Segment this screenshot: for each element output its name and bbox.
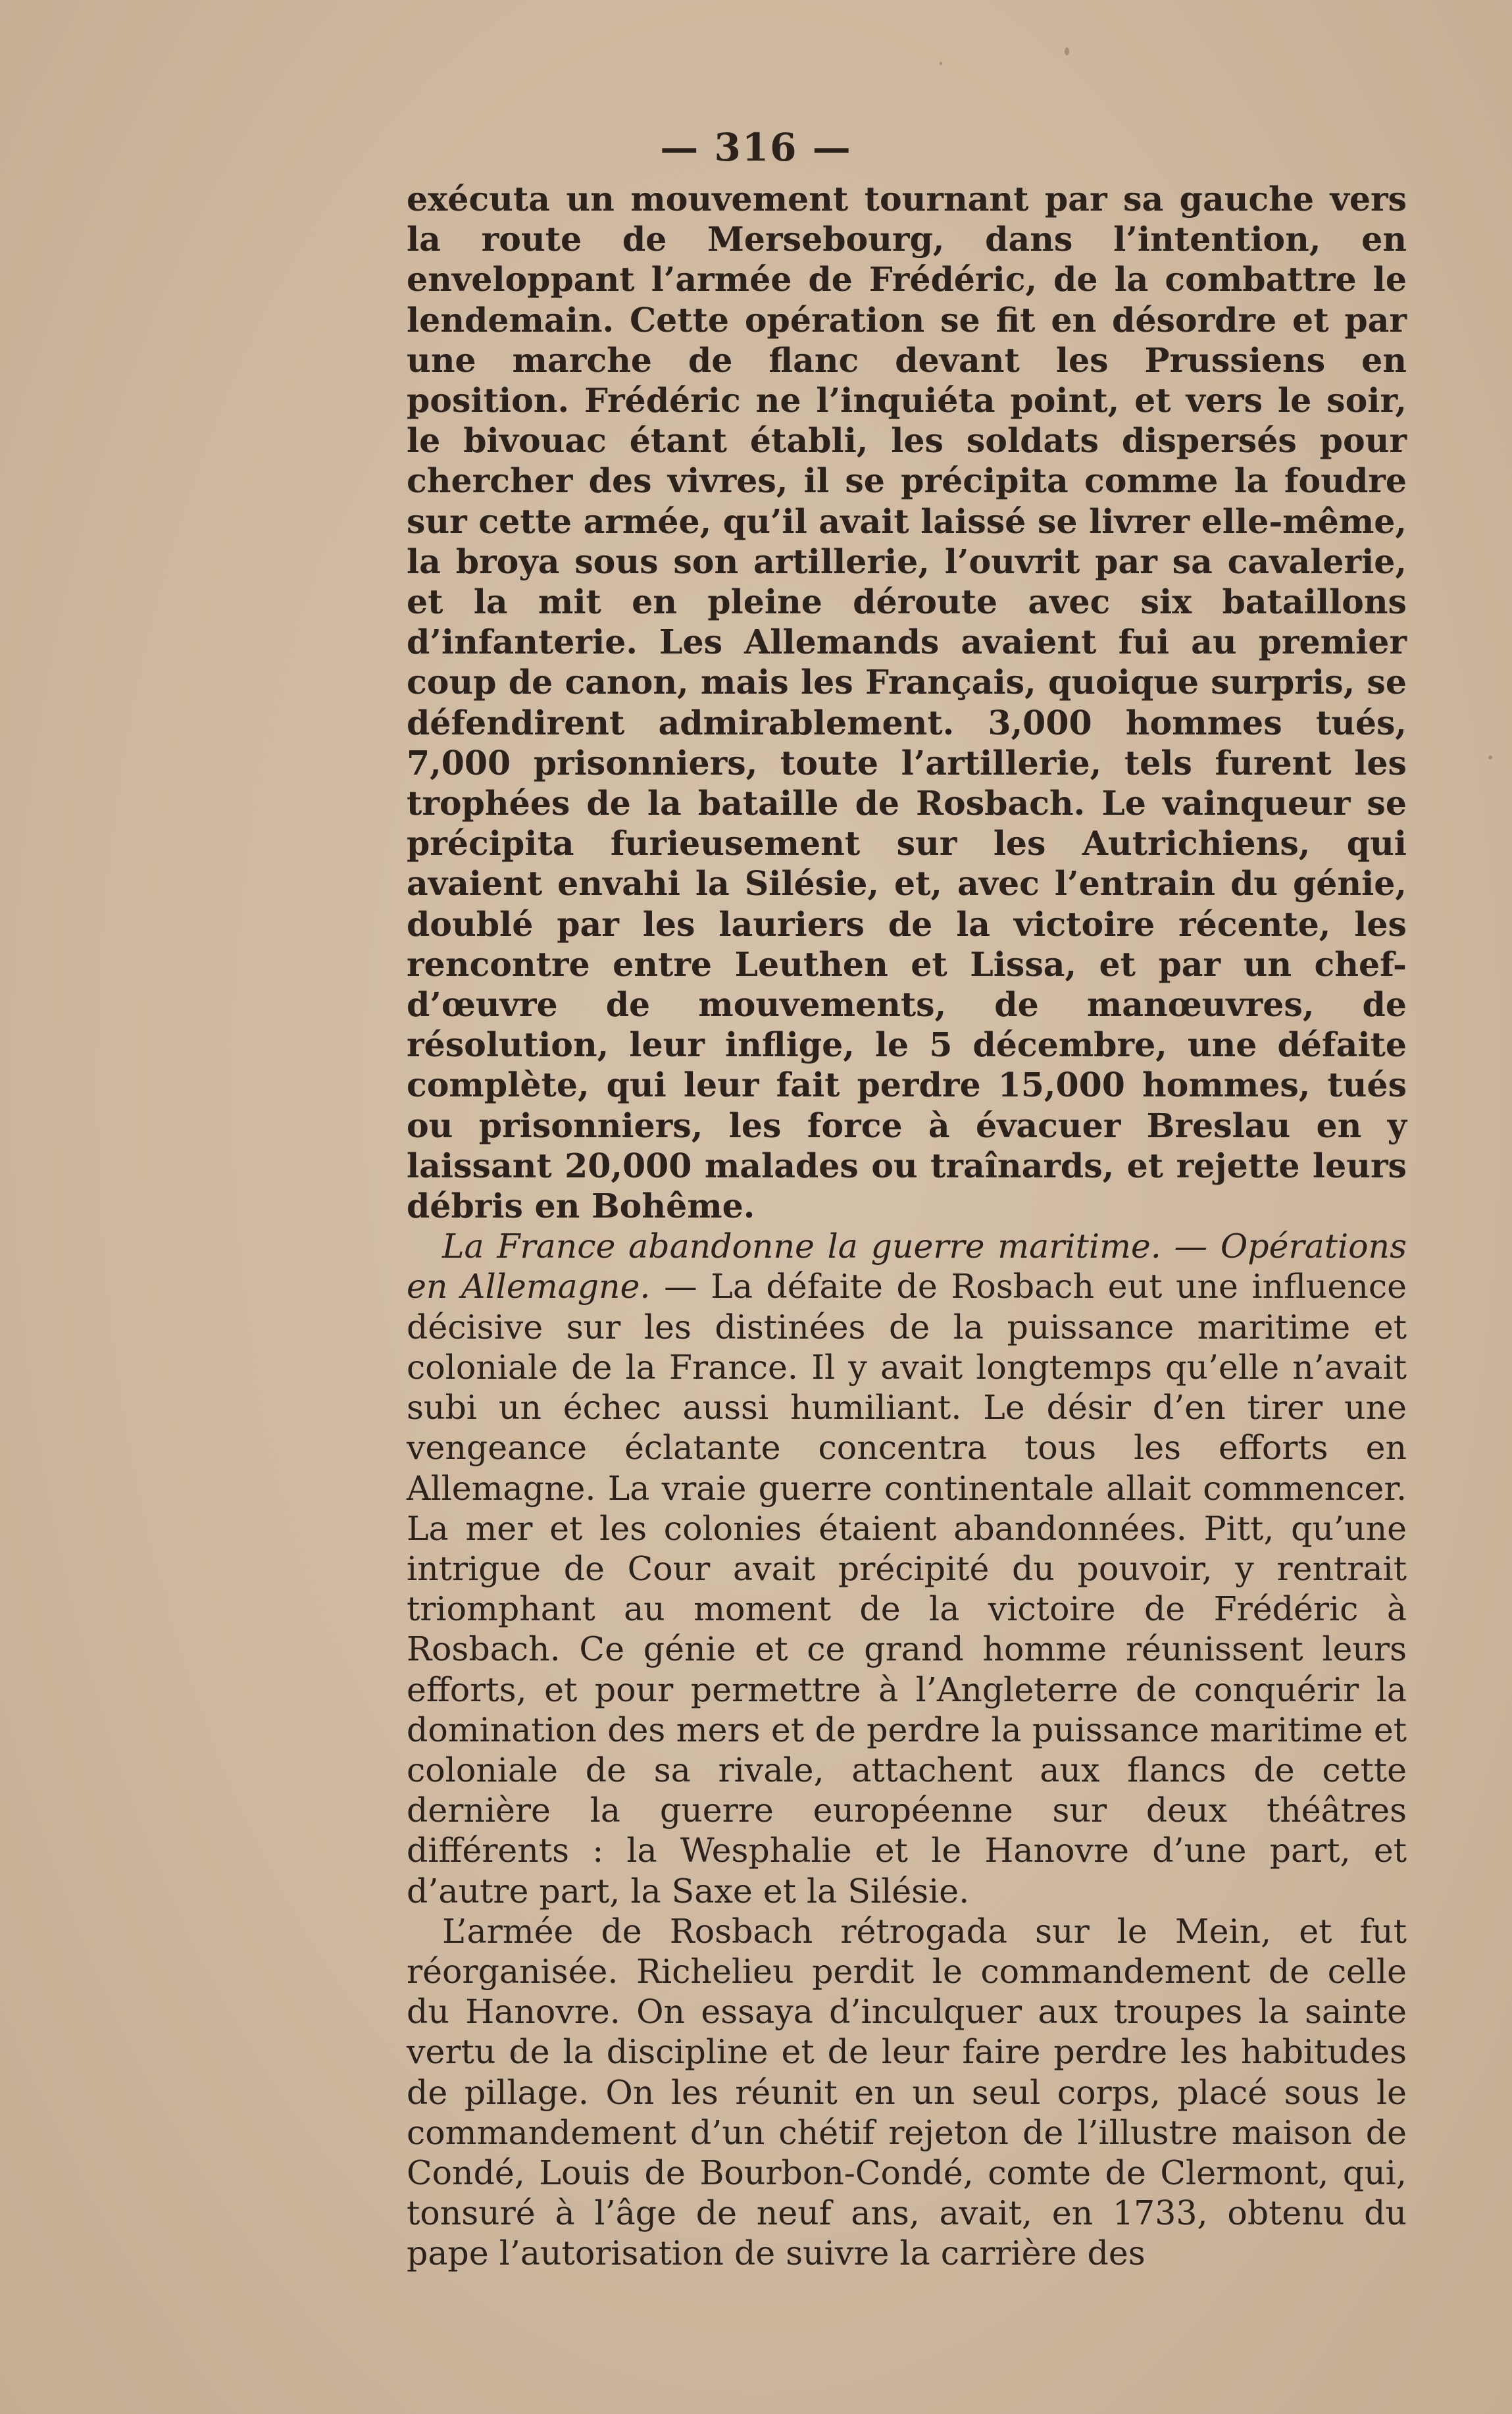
body-text (407, 179, 1407, 2274)
paragraph-2-text: — La défaite de Rosbach eut une influence décisive sur les distinées de la puissance maritime et coloniale de la France. Il y avait longtemps qu’elle n’avait subi un échec aussi humiliant. Le désir d’en tirer une vengeance éclatante concentra tous les efforts en Allemagne. La vraie guerre continentale allait commencer. La mer et les colonies étaient abandonnées. Pitt, qu’une intrigue de Cour avait précipité du pouvoir, y rentrait triomphant au moment de la victoire de Frédéric à Rosbach. Ce génie et ce grand homme réunissent leurs efforts, et pour permettre à l’Angleterre de conquérir la domination des mers et de perdre la puissance maritime et coloniale de sa rivale, attachent aux flancs de cette dernière la guerre européenne sur deux théâtres différents : la Wesphalie et le Hanovre d’une part, et d’autre part, la Saxe et la Silésie. (407, 1267, 1407, 1911)
section-title: La France abandonne la guerre maritime. — Opérations en Allemagne. (407, 1227, 1407, 1306)
paragraph-1: exécuta un mouvement tournant par sa gauche vers la route de Mersebourg, dans l’intention, en enveloppant l’armée de Frédéric, de la combattre le lendemain. Cette opération se fit en désordre et par une marche de flanc devant les Prussiens en position. Frédéric ne l’inquiéta point, et vers le soir, le bivouac étant établi, les soldats dispersés pour chercher des vivres, il se précipita comme la foudre sur cette armée, qu’il avait laissé se livrer elle-même, la broya sous son artillerie, l’ouvrit par sa cavalerie, et la mit en pleine déroute avec six bataillons d’infanterie. Les Allemands avaient fui au premier coup de canon, mais les Français, quoique surpris, se défendirent admirablement. 3,000 hommes tués, 7,000 prisonniers, toute l’artillerie, tels furent les trophées de la bataille de Rosbach. Le vainqueur se précipita furieusement sur les Autrichiens, qui avaient envahi la Silésie, et, avec l’entrain du génie, doublé par les lauriers de la victoire récente, les rencontre entre Leuthen et Lissa, et par un chef-d’œuvre de mouvements, de manœuvres, de résolution, leur inflige, le 5 décembre, une défaite complète, qui leur fait perdre 15,000 hommes, tués ou prisonniers, les force à évacuer Breslau en y laissant 20,000 malades ou traînards, et rejette leurs débris en Bohême. (407, 180, 1407, 1226)
paper-speck (1488, 756, 1492, 759)
page-number: — 316 — (660, 125, 852, 170)
paper-speck (1065, 47, 1069, 55)
paragraph-3: L’armée de Rosbach rétrogada sur le Mein, et fut réorganisée. Richelieu perdit le commandement de celle du Hanovre. On essaya d’inculquer aux troupes la sainte vertu de la discipline et de leur faire perdre les habitudes de pillage. On les réunit en un seul corps, placé sous le commandement d’un chétif rejeton de l’illustre maison de Condé, Louis de Bourbon-Condé, comte de Clermont, qui, tonsuré à l’âge de neuf ans, avait, en 1733, obtenu du pape l’autorisation de suivre la carrière des (407, 1911, 1407, 2273)
paragraph-2 (407, 1226, 1407, 1911)
paper-speck (940, 62, 942, 65)
